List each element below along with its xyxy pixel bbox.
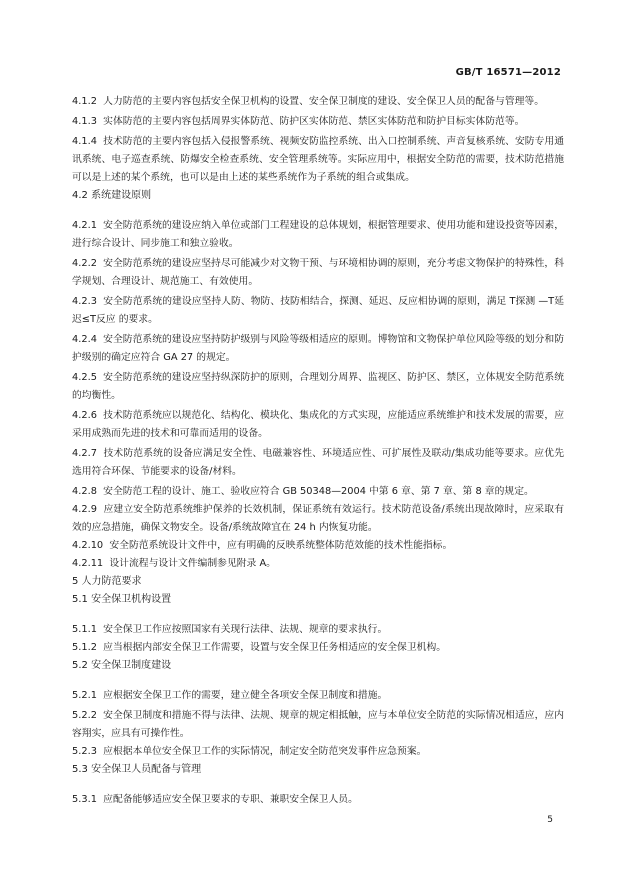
section-heading-5-1: 5.1 安全保卫机构设置 — [72, 594, 172, 605]
clause-5-2-3: 5.2.3 应根据本单位安全保卫工作的实际情况，制定安全防范突发事件应急预案。 — [72, 746, 427, 757]
clause-5-3-1: 5.3.1 应配备能够适应安全保卫要求的专职、兼职安全保卫人员。 — [72, 794, 358, 805]
clause-4-1-3: 4.1.3 实体防范的主要内容包括周界实体防范、防护区实体防范、禁区实体防范和防护目标实体防范等。 — [72, 116, 525, 127]
clause-4-2-6: 4.2.6 技术防范系统应以规范化、结构化、模块化、集成化的方式实现，应能适应系统维护和技术发展的需要，应采用成熟而先进的技术和可靠而适用的设备。 — [72, 410, 564, 439]
chapter-heading-5: 5 人力防范要求 — [72, 576, 142, 587]
body-content — [72, 93, 564, 809]
clause-4-2-1: 4.2.1 安全防范系统的建设应纳入单位或部门工程建设的总体规划，根据管理要求、使用功能和建设投资等因素，进行综合设计、同步施工和独立验收。 — [72, 220, 564, 249]
clause-4-1-4: 4.1.4 技术防范的主要内容包括入侵报警系统、视频安防监控系统、出入口控制系统、声音复核系统、安防专用通讯系统、电子巡查系统、防爆安全检查系统、安全管理系统等。实际应用中，根据安全防范的需要，技术防范措施可以是上述的某个系统，也可以是由上述的某些系统作为子系统的组合或集成。 — [72, 136, 564, 183]
section-heading-5-2: 5.2 安全保卫制度建设 — [72, 660, 172, 671]
clause-5-1-2: 5.1.2 应当根据内部安全保卫工作需要，设置与安全保卫任务相适应的安全保卫机构。 — [72, 642, 447, 653]
clause-5-2-1: 5.2.1 应根据安全保卫工作的需要，建立健全各项安全保卫制度和措施。 — [72, 690, 388, 701]
section-heading-5-3: 5.3 安全保卫人员配备与管理 — [72, 764, 202, 775]
clause-4-2-10: 4.2.10 安全防范系统设计文件中，应有明确的反映系统整体防范效能的技术性能指标。 — [72, 540, 453, 551]
section-heading-4-2: 4.2 系统建设原则 — [72, 190, 152, 201]
page-number: 5 — [547, 815, 553, 825]
clause-4-2-4: 4.2.4 安全防范系统的建设应坚持防护级别与风险等级相适应的原则。博物馆和文物保护单位风险等级的划分和防护级别的确定应符合 GA 27 的规定。 — [72, 334, 564, 363]
clause-4-2-9: 4.2.9 应建立安全防范系统维护保养的长效机制，保证系统有效运行。技术防范设备/系统出现故障时，应采取有效的应急措施，确保文物安全。设备/系统故障宜在 24 h 内恢复功能。 — [72, 504, 564, 533]
clause-4-2-7: 4.2.7 技术防范系统的设备应满足安全性、电磁兼容性、环境适应性、可扩展性及联动/集成功能等要求。应优先选用符合环保、节能要求的设备/材料。 — [72, 448, 564, 477]
clause-4-2-3: 4.2.3 安全防范系统的建设应坚持人防、物防、技防相结合，探测、延迟、反应相协调的原则，满足 T探测 —T延迟≤T反应 的要求。 — [72, 296, 564, 325]
clause-5-1-1: 5.1.1 安全保卫工作应按照国家有关现行法律、法规、规章的要求执行。 — [72, 624, 388, 635]
clause-5-2-2: 5.2.2 安全保卫制度和措施不得与法律、法规、规章的规定相抵触，应与本单位安全防范的实际情况相适应，应内容翔实，应具有可操作性。 — [72, 710, 564, 739]
standard-code-header: GB/T 16571—2012 — [455, 67, 561, 78]
clause-4-2-8: 4.2.8 安全防范工程的设计、施工、验收应符合 GB 50348—2004 中第 6 章、第 7 章、第 8 章的规定。 — [72, 486, 534, 497]
clause-4-1-2: 4.1.2 人力防范的主要内容包括安全保卫机构的设置、安全保卫制度的建设、安全保卫人员的配备与管理等。 — [72, 96, 545, 107]
clause-4-2-5: 4.2.5 安全防范系统的建设应坚持纵深防护的原则，合理划分周界、监视区、防护区、禁区，立体规安全防范系统的均衡性。 — [72, 372, 564, 401]
clause-4-2-2: 4.2.2 安全防范系统的建设应坚持尽可能减少对文物干预、与环境相协调的原则，充分考虑文物保护的特殊性，科学规划、合理设计、规范施工、有效使用。 — [72, 258, 564, 287]
clause-4-2-11: 4.2.11 设计流程与设计文件编制参见附录 A。 — [72, 558, 276, 569]
